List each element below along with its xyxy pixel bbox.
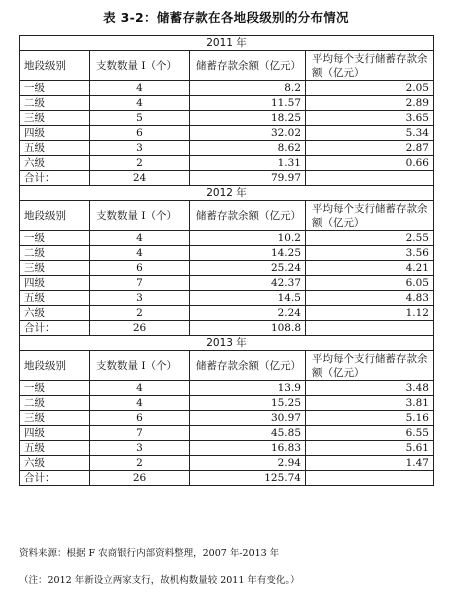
cell-amount: 45.85	[190, 426, 306, 441]
header-amount: 储蓄存款余额（亿元）	[190, 51, 306, 81]
total-avg	[306, 321, 434, 336]
header-avg: 平均每个支行储蓄存款余额（亿元）	[306, 51, 434, 81]
header-level: 地段级别	[20, 51, 90, 81]
cell-count: 7	[90, 276, 190, 291]
cell-amount: 25.24	[190, 261, 306, 276]
cell-level: 六级	[20, 306, 90, 321]
column-header-row	[20, 201, 434, 231]
total-avg	[306, 471, 434, 486]
cell-amount: 16.83	[190, 441, 306, 456]
source-note: 资料来源：根据 F 农商银行内部资料整理，2007 年-2013 年	[19, 548, 280, 559]
cell-amount: 30.97	[190, 411, 306, 426]
cell-count: 4	[90, 396, 190, 411]
total-avg	[306, 171, 434, 186]
cell-level: 四级	[20, 126, 90, 141]
cell-avg: 3.48	[306, 381, 434, 396]
cell-count: 6	[90, 126, 190, 141]
cell-amount: 42.37	[190, 276, 306, 291]
cell-avg: 4.83	[306, 291, 434, 306]
total-row	[20, 471, 434, 486]
table-row	[20, 381, 434, 396]
table-row	[20, 396, 434, 411]
table-row	[20, 231, 434, 246]
cell-level: 一级	[20, 81, 90, 96]
total-row	[20, 171, 434, 186]
table-row	[20, 81, 434, 96]
table-row	[20, 246, 434, 261]
table-row	[20, 276, 434, 291]
table-row	[20, 96, 434, 111]
header-count: 支数数量 I（个）	[90, 201, 190, 231]
cell-amount: 18.25	[190, 111, 306, 126]
year-section-header	[20, 336, 434, 351]
header-level: 地段级别	[20, 201, 90, 231]
cell-count: 4	[90, 246, 190, 261]
cell-level: 四级	[20, 426, 90, 441]
header-avg: 平均每个支行储蓄存款余额（亿元）	[306, 201, 434, 231]
cell-level: 六级	[20, 456, 90, 471]
header-count: 支数数量 I（个）	[90, 351, 190, 381]
cell-count: 3	[90, 141, 190, 156]
table-row	[20, 126, 434, 141]
year-label: 2013 年	[20, 336, 434, 351]
header-count: 支数数量 I（个）	[90, 51, 190, 81]
cell-count: 6	[90, 411, 190, 426]
cell-avg: 2.05	[306, 81, 434, 96]
cell-count: 4	[90, 381, 190, 396]
deposit-distribution-table	[19, 35, 434, 486]
cell-count: 2	[90, 306, 190, 321]
total-count: 26	[90, 321, 190, 336]
table-row	[20, 441, 434, 456]
cell-level: 五级	[20, 291, 90, 306]
table-row	[20, 261, 434, 276]
cell-count: 7	[90, 426, 190, 441]
table-row	[20, 111, 434, 126]
table-row	[20, 141, 434, 156]
table-title: 表 3-2：储蓄存款在各地段级别的分布情况	[103, 10, 349, 25]
cell-amount: 32.02	[190, 126, 306, 141]
cell-level: 三级	[20, 261, 90, 276]
year-section-header	[20, 186, 434, 201]
cell-avg: 6.05	[306, 276, 434, 291]
cell-amount: 10.2	[190, 231, 306, 246]
table-row	[20, 426, 434, 441]
cell-level: 四级	[20, 276, 90, 291]
cell-level: 一级	[20, 231, 90, 246]
cell-count: 3	[90, 291, 190, 306]
cell-count: 6	[90, 261, 190, 276]
total-label: 合计：	[20, 171, 90, 186]
total-row	[20, 321, 434, 336]
cell-count: 4	[90, 96, 190, 111]
cell-amount: 14.5	[190, 291, 306, 306]
total-label: 合计：	[20, 471, 90, 486]
cell-level: 五级	[20, 441, 90, 456]
cell-count: 4	[90, 81, 190, 96]
cell-avg: 0.66	[306, 156, 434, 171]
total-count: 26	[90, 471, 190, 486]
total-amount: 125.74	[190, 471, 306, 486]
cell-count: 5	[90, 111, 190, 126]
cell-level: 二级	[20, 96, 90, 111]
column-header-row	[20, 51, 434, 81]
header-level: 地段级别	[20, 351, 90, 381]
cell-count: 2	[90, 456, 190, 471]
total-amount: 108.8	[190, 321, 306, 336]
table-row	[20, 291, 434, 306]
cell-level: 一级	[20, 381, 90, 396]
column-header-row	[20, 351, 434, 381]
cell-amount: 13.9	[190, 381, 306, 396]
table-row	[20, 306, 434, 321]
cell-level: 二级	[20, 396, 90, 411]
cell-level: 五级	[20, 141, 90, 156]
cell-level: 三级	[20, 411, 90, 426]
table-row	[20, 156, 434, 171]
table-row	[20, 411, 434, 426]
cell-avg: 5.61	[306, 441, 434, 456]
cell-avg: 3.65	[306, 111, 434, 126]
total-amount: 79.97	[190, 171, 306, 186]
cell-count: 3	[90, 441, 190, 456]
cell-avg: 3.81	[306, 396, 434, 411]
cell-avg: 1.47	[306, 456, 434, 471]
year-label: 2012 年	[20, 186, 434, 201]
year-section-header	[20, 36, 434, 51]
cell-count: 4	[90, 231, 190, 246]
year-label: 2011 年	[20, 36, 434, 51]
cell-amount: 15.25	[190, 396, 306, 411]
cell-avg: 5.16	[306, 411, 434, 426]
total-count: 24	[90, 171, 190, 186]
cell-amount: 2.94	[190, 456, 306, 471]
cell-amount: 8.2	[190, 81, 306, 96]
cell-avg: 4.21	[306, 261, 434, 276]
cell-amount: 11.57	[190, 96, 306, 111]
total-label: 合计：	[20, 321, 90, 336]
cell-avg: 2.55	[306, 231, 434, 246]
cell-avg: 6.55	[306, 426, 434, 441]
footnote: （注：2012 年新设立两家支行，故机构数量较 2011 年有变化。）	[19, 575, 300, 586]
cell-avg: 2.87	[306, 141, 434, 156]
cell-amount: 1.31	[190, 156, 306, 171]
cell-level: 六级	[20, 156, 90, 171]
cell-amount: 2.24	[190, 306, 306, 321]
cell-avg: 3.56	[306, 246, 434, 261]
header-amount: 储蓄存款余额（亿元）	[190, 201, 306, 231]
table-row	[20, 456, 434, 471]
cell-avg: 5.34	[306, 126, 434, 141]
header-avg: 平均每个支行储蓄存款余额（亿元）	[306, 351, 434, 381]
cell-amount: 8.62	[190, 141, 306, 156]
header-amount: 储蓄存款余额（亿元）	[190, 351, 306, 381]
cell-avg: 2.89	[306, 96, 434, 111]
cell-level: 二级	[20, 246, 90, 261]
cell-count: 2	[90, 156, 190, 171]
cell-avg: 1.12	[306, 306, 434, 321]
cell-level: 三级	[20, 111, 90, 126]
cell-amount: 14.25	[190, 246, 306, 261]
